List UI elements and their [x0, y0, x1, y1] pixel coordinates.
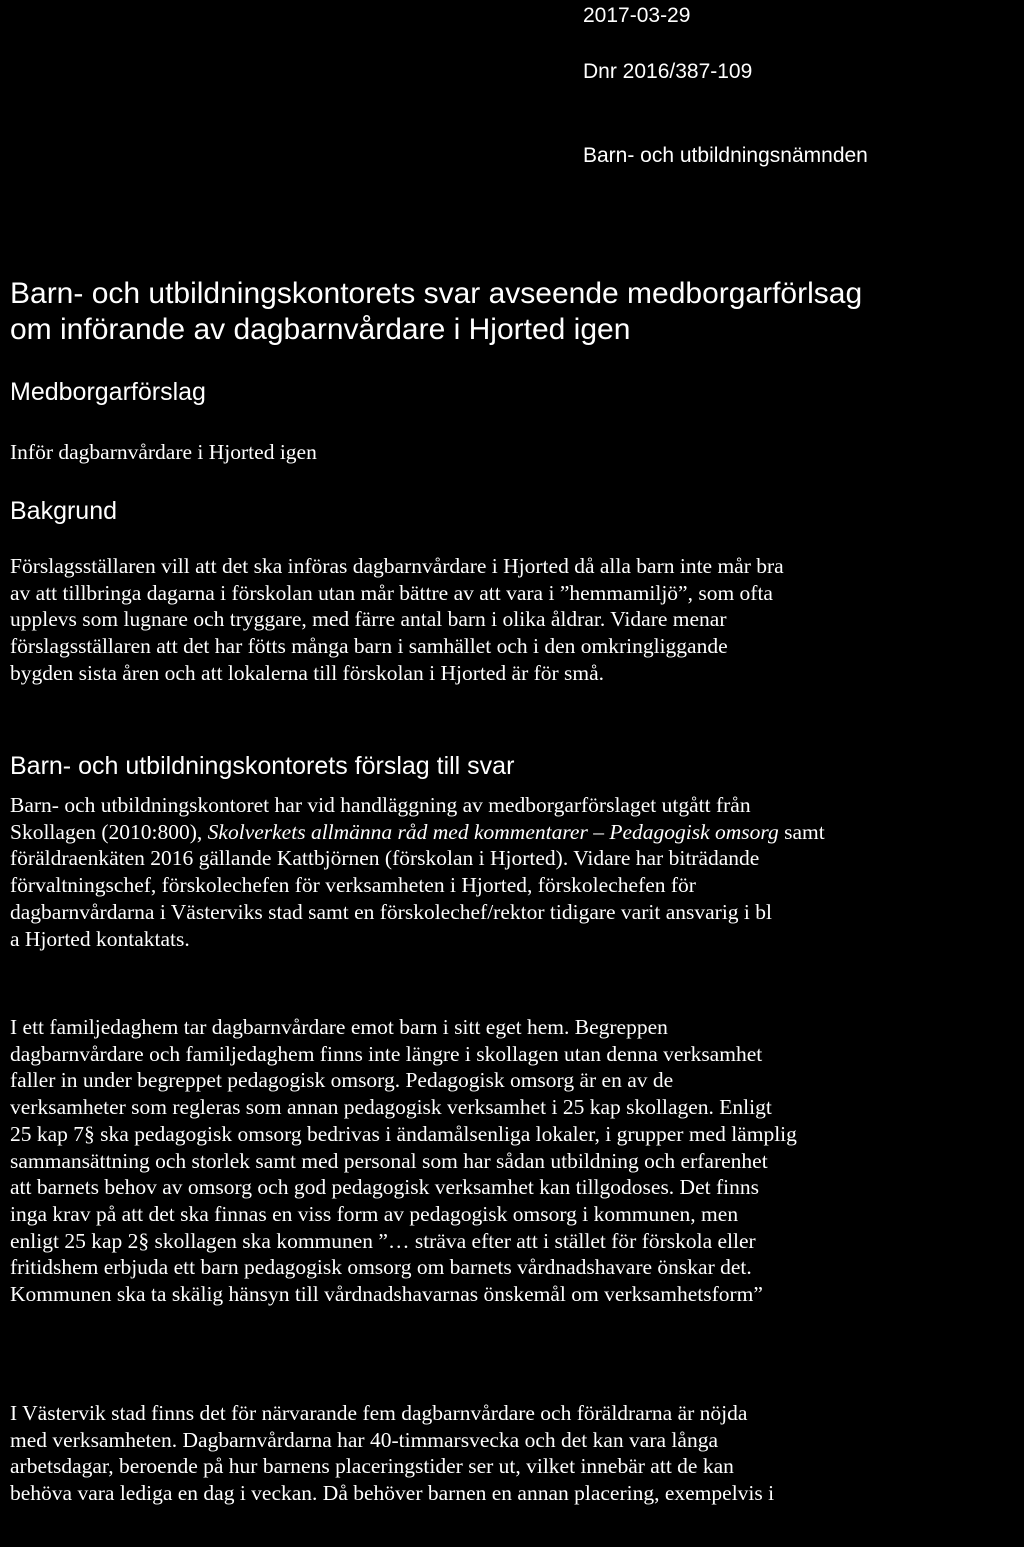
text-line: med verksamheten. Dagbarnvårdarna har 40-timmarsvecka och det kan vara långa [10, 1427, 718, 1452]
text-line: dagbarnvårdarna i Västerviks stad samt en förskolechef/rektor tidigare varit ansvarig i bl [10, 899, 772, 924]
text-line: dagbarnvårdare och familjedaghem finns inte längre i skollagen utan denna verksamhet [10, 1041, 763, 1066]
text-line: faller in under begreppet pedagogisk omsorg. Pedagogisk omsorg är en av de [10, 1068, 674, 1093]
paragraph-bakgrund [10, 553, 1015, 687]
text-line: föräldraenkäten 2016 gällande Kattbjörnen (förskolan i Hjorted). Vidare har biträdande [10, 846, 760, 871]
heading-medborgarforslag: Medborgarförslag [10, 378, 206, 406]
text-segment: samt [778, 819, 825, 844]
text-line: Kommunen ska ta skälig hänsyn till vårdnadshavarnas önskemål om verksamhetsform” [10, 1282, 763, 1307]
paragraph-forslag-2 [10, 1014, 1015, 1308]
text-line: a Hjorted kontaktats. [10, 926, 190, 951]
recipient: Barn- och utbildningsnämnden [583, 144, 868, 167]
cited-publication: Skolverkets allmänna råd med kommentarer – Pedagogisk omsorg [207, 819, 779, 844]
text-line: sammansättning och storlek samt med personal som har sådan utbildning och erfarenhet [10, 1148, 768, 1173]
text-line: arbetsdagar, beroende på hur barnens placeringstider ser ut, vilket innebär att de kan [10, 1454, 734, 1479]
text-line: Barn- och utbildningskontoret har vid handläggning av medborgarförslaget utgått från [10, 793, 751, 817]
text-line: av att tillbringa dagarna i förskolan utan mår bättre av att vara i ”hemmamiljö”, som ofta [10, 580, 773, 605]
paragraph-forslag-3 [10, 1400, 1015, 1507]
proposal-text: Inför dagbarnvårdare i Hjorted igen [10, 440, 317, 464]
text-line: bygden sista åren och att lokalerna till förskolan i Hjorted är för små. [10, 660, 605, 685]
heading-forslag-till-svar: Barn- och utbildningskontorets förslag till svar [10, 752, 515, 780]
paragraph-forslag-1 [10, 792, 1015, 952]
text-line: förvaltningschef, förskolechefen för verksamheten i Hjorted, förskolechefen för [10, 873, 696, 898]
text-line: I ett familjedaghem tar dagbarnvårdare emot barn i sitt eget hem. Begreppen [10, 1015, 668, 1039]
heading-bakgrund: Bakgrund [10, 497, 118, 525]
text-line: att barnets behov av omsorg och god pedagogisk verksamhet kan tillgodoses. Det finns [10, 1175, 759, 1200]
text-line: behöva vara lediga en dag i veckan. Då behöver barnen en annan placering, exempelvis i [10, 1481, 775, 1506]
text-line: Förslagsställaren vill att det ska införas dagbarnvårdare i Hjorted då alla barn inte mår bra [10, 554, 784, 578]
text-line: inga krav på att det ska finnas en viss form av pedagogisk omsorg i kommunen, men [10, 1201, 739, 1226]
document-date: 2017-03-29 [583, 4, 691, 27]
document-number: Dnr 2016/387-109 [583, 60, 753, 83]
title-line-2: om införande av dagbarnvårdare i Hjorted igen [10, 313, 631, 346]
text-line: 25 kap 7§ ska pedagogisk omsorg bedrivas i ändamålsenliga lokaler, i grupper med lämplig [10, 1121, 797, 1146]
text-line: fritidshem erbjuda ett barn pedagogisk omsorg om barnets vårdnadshavare önskar det. [10, 1255, 752, 1280]
text-line: upplevs som lugnare och tryggare, med färre antal barn i olika åldrar. Vidare menar [10, 607, 727, 632]
document-title [10, 276, 862, 348]
title-line-1: Barn- och utbildningskontorets svar avseende medborgarförlsag [10, 277, 863, 310]
text-line: I Västervik stad finns det för närvarande fem dagbarnvårdare och föräldrarna är nöjda [10, 1401, 748, 1425]
text-line: förslagsställaren att det har fötts många barn i samhället och i den omkringliggande [10, 634, 728, 659]
text-line [10, 819, 1015, 846]
text-line: verksamheter som regleras som annan pedagogisk verksamhet i 25 kap skollagen. Enligt [10, 1095, 772, 1120]
text-line: enligt 25 kap 2§ skollagen ska kommunen ”… sträva efter att i stället för förskola eller [10, 1228, 756, 1253]
text-segment: Skollagen (2010:800), [10, 819, 208, 844]
